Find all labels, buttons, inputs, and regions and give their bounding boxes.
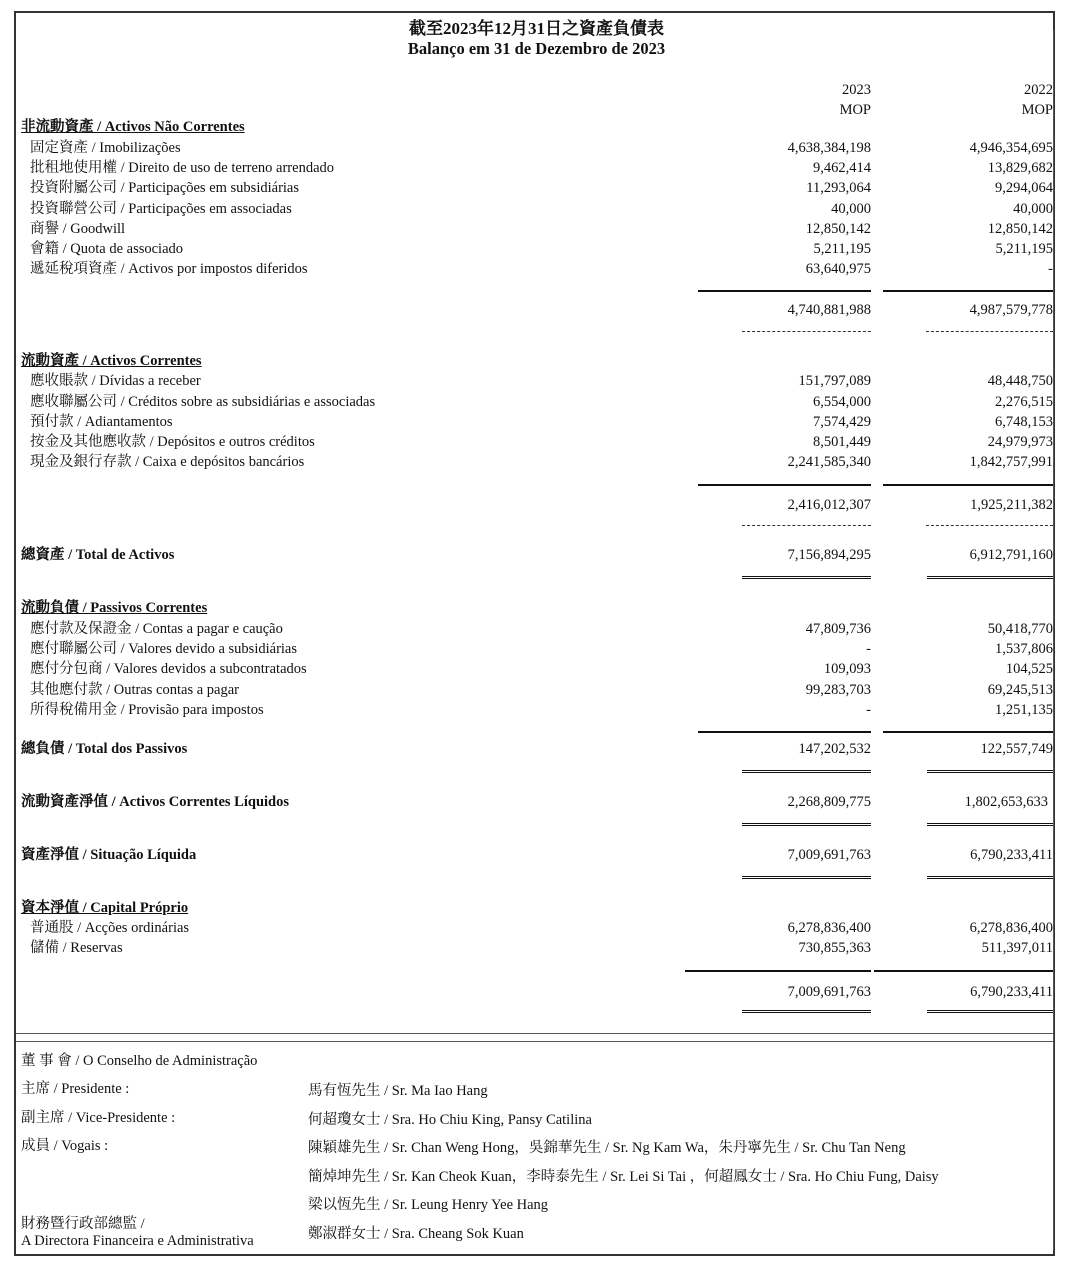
- rule-double: [742, 770, 871, 776]
- rule-double: [742, 576, 871, 582]
- rule-dashed: [926, 525, 1053, 526]
- table-row: 按金及其他應收款 / Depósitos e outros créditos 8,501,449 24,979,973: [30, 434, 1053, 450]
- net-current-assets-row: 流動資產淨值 / Activos Correntes Líquidos 2,268,809,775 1,802,653,633: [21, 794, 1048, 810]
- table-row: 所得稅備用金 / Provisão para impostos - 1,251,135: [30, 702, 1053, 718]
- rule-solid: [874, 970, 1053, 972]
- section-divider: [16, 1041, 1053, 1042]
- table-row: 投資聯營公司 / Participações em associadas 40,000 40,000: [30, 201, 1053, 217]
- column-header-2022: [1022, 80, 1053, 120]
- section-heading-non-current-assets: 非流動資產 / Activos Não Correntes: [21, 119, 245, 135]
- total-assets-row: 總資產 / Total de Activos 7,156,894,295 6,912,791,160: [21, 547, 1053, 563]
- rule-dashed: [926, 331, 1053, 332]
- rule-double: [927, 770, 1053, 776]
- rule-double: [742, 1010, 871, 1016]
- section-divider: [16, 1033, 1053, 1034]
- column-currency: MOP: [839, 102, 871, 118]
- table-row: 應付聯屬公司 / Valores devido a subsidiárias - 1,537,806: [30, 641, 1053, 657]
- subtotal-row-current-assets: 2,416,012,307 1,925,211,382: [787, 497, 1053, 513]
- rule-double: [927, 1010, 1053, 1016]
- title-chinese: 截至2023年12月31日之資產負債表: [409, 19, 664, 38]
- rule-double: [927, 823, 1053, 829]
- rule-solid: [698, 484, 871, 486]
- table-row: 應收聯屬公司 / Créditos sobre as subsidiárias e associadas 6,554,000 2,276,515: [30, 394, 1053, 410]
- rule-solid: [698, 731, 871, 733]
- section-heading-current-liabilities: 流動負債 / Passivos Correntes: [21, 600, 208, 616]
- table-row: 商譽 / Goodwill 12,850,142 12,850,142: [30, 221, 1053, 237]
- table-row: 投資附屬公司 / Participações em subsidiárias 11,293,064 9,294,064: [30, 180, 1053, 196]
- rule-dashed: [742, 525, 871, 526]
- table-row: 預付款 / Adiantamentos 7,574,429 6,748,153: [30, 414, 1053, 430]
- total-liabilities-row: 總負債 / Total dos Passivos 147,202,532 122,557,749: [21, 741, 1053, 757]
- rule-solid: [698, 290, 871, 292]
- table-row: 其他應付款 / Outras contas a pagar 99,283,703 69,245,513: [30, 682, 1053, 698]
- section-heading-current-assets: 流動資產 / Activos Correntes: [21, 353, 202, 369]
- rule-dashed: [742, 331, 871, 332]
- rule-solid: [883, 731, 1053, 733]
- table-row: 現金及銀行存款 / Caixa e depósitos bancários 2,241,585,340 1,842,757,991: [30, 454, 1053, 470]
- table-row: 普通股 / Acções ordinárias 6,278,836,400 6,278,836,400: [30, 920, 1053, 936]
- rule-solid: [883, 290, 1053, 292]
- rule-double: [742, 823, 871, 829]
- column-header-2023: [840, 80, 871, 120]
- column-year: 2023: [842, 82, 871, 98]
- table-row: 儲備 / Reservas 730,855,363 511,397,011: [30, 940, 1053, 956]
- rule-solid: [685, 970, 871, 972]
- rule-double: [927, 876, 1053, 882]
- net-assets-row: 資產淨值 / Situação Líquida 7,009,691,763 6,790,233,411: [21, 847, 1053, 863]
- table-row: 批租地使用權 / Direito de uso de terreno arrendado 9,462,414 13,829,682: [30, 160, 1053, 176]
- title-portuguese: Balanço em 31 de Dezembro de 2023: [407, 39, 666, 58]
- rule-solid: [883, 484, 1053, 486]
- table-row: 應付分包商 / Valores devidos a subcontratados 109,093 104,525: [30, 661, 1053, 677]
- column-year: 2022: [1024, 82, 1053, 98]
- table-row: 應付款及保證金 / Contas a pagar e caução 47,809,736 50,418,770: [30, 621, 1053, 637]
- section-heading-equity: 資本淨值 / Capital Próprio: [21, 900, 189, 916]
- rule-double: [927, 576, 1053, 582]
- subtotal-row-non-current-assets: 4,740,881,988 4,987,579,778: [787, 302, 1053, 318]
- table-row: 會籍 / Quota de associado 5,211,195 5,211,195: [30, 241, 1053, 257]
- rule-double: [742, 876, 871, 882]
- subtotal-row-equity: 7,009,691,763 6,790,233,411: [787, 984, 1053, 1000]
- table-row: 固定資產 / Imobilizações 4,638,384,198 4,946,354,695: [30, 140, 1053, 156]
- table-row: 應收賬款 / Dívidas a receber 151,797,089 48,448,750: [30, 373, 1053, 389]
- column-currency: MOP: [1021, 102, 1053, 118]
- table-row: 遞延稅項資產 / Activos por impostos diferidos 63,640,975 -: [30, 261, 1053, 277]
